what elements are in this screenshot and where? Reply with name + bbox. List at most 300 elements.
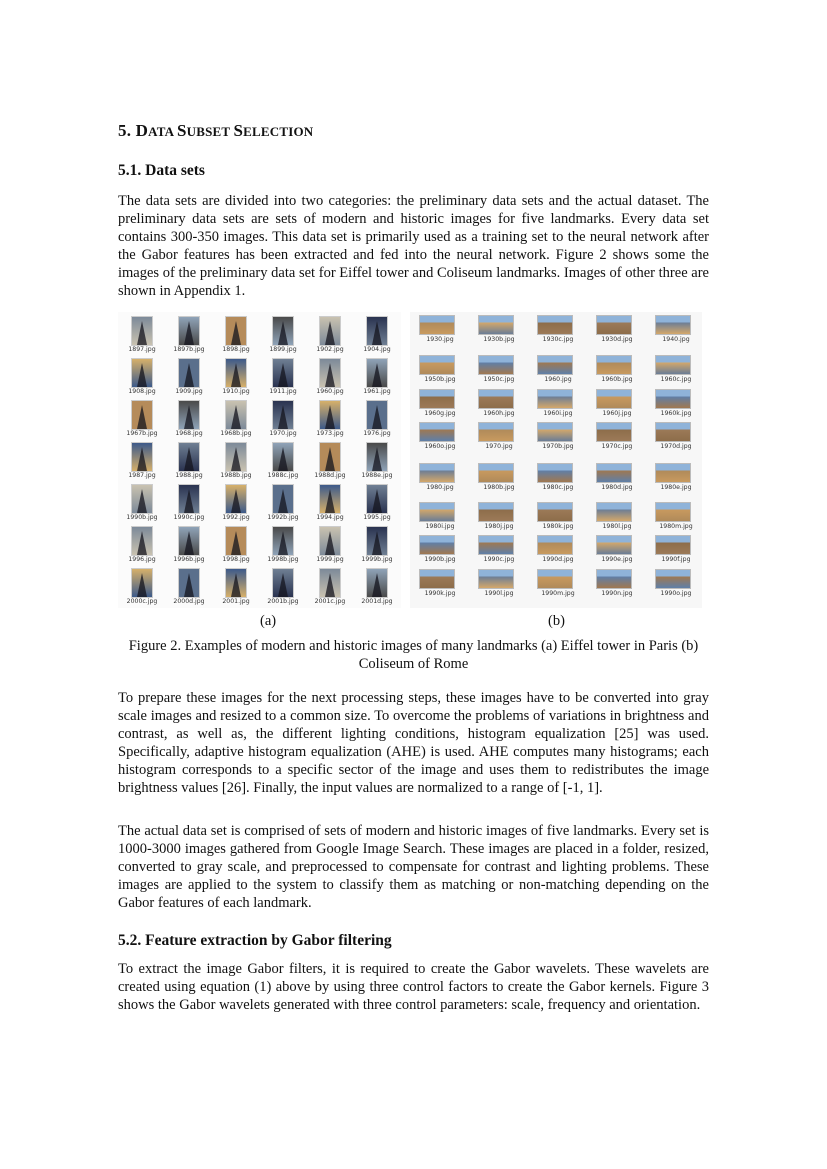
coliseum-thumbnail <box>647 462 705 495</box>
eiffel-image <box>178 400 200 430</box>
tower-shape <box>184 447 194 471</box>
eiffel-thumbnail <box>166 567 212 610</box>
eiffel-image <box>178 568 200 598</box>
coliseum-image <box>537 502 573 522</box>
eiffel-image <box>366 400 388 430</box>
eiffel-thumbnail <box>213 357 259 400</box>
coliseum-filename: 1960b.jpg <box>601 376 633 383</box>
coliseum-image <box>419 389 455 409</box>
coliseum-filename: 1930d.jpg <box>601 336 633 343</box>
eiffel-thumbnail <box>307 525 353 568</box>
eiffel-filename: 1970.jpg <box>269 430 297 437</box>
coliseum-filename: 1970c.jpg <box>601 443 633 450</box>
figure-sublabel-a: (a) <box>260 613 277 629</box>
coliseum-image <box>419 463 455 483</box>
coliseum-thumbnail <box>529 534 587 567</box>
section-title-part: D <box>135 121 149 140</box>
coliseum-image <box>655 535 691 555</box>
coliseum-image <box>596 569 632 589</box>
eiffel-filename: 1909.jpg <box>175 388 203 395</box>
eiffel-image <box>319 484 341 514</box>
coliseum-thumbnail <box>470 354 528 387</box>
eiffel-image <box>131 526 153 556</box>
eiffel-thumbnail <box>354 525 400 568</box>
tower-shape <box>325 531 335 555</box>
eiffel-image <box>225 442 247 472</box>
tower-shape <box>184 321 194 345</box>
eiffel-thumbnail <box>307 483 353 526</box>
eiffel-image <box>225 400 247 430</box>
coliseum-image <box>537 535 573 555</box>
eiffel-filename: 1990b.jpg <box>126 514 158 521</box>
coliseum-thumbnail <box>470 501 528 534</box>
coliseum-image <box>419 535 455 555</box>
coliseum-thumbnail <box>529 462 587 495</box>
eiffel-filename: 1897b.jpg <box>173 346 205 353</box>
eiffel-image <box>178 316 200 346</box>
eiffel-filename: 1988d.jpg <box>314 472 346 479</box>
tower-shape <box>137 531 147 555</box>
coliseum-thumbnail <box>470 534 528 567</box>
coliseum-thumbnail <box>588 501 646 534</box>
tower-shape <box>372 363 382 387</box>
subsection-heading-gabor: 5.2. Feature extraction by Gabor filtering <box>118 932 392 949</box>
coliseum-thumbnail <box>529 421 587 454</box>
eiffel-thumbnail <box>213 483 259 526</box>
eiffel-thumbnail <box>354 567 400 610</box>
eiffel-image <box>131 316 153 346</box>
paragraph-gabor: To extract the image Gabor filters, it is required to create the Gabor wavelets. These wavelets are created using equation (1) above by using three control factors to create the Gabor kernels. Figure 3 shows the Gabor wavelets generated with three control parameters: scale, frequency and orientation. <box>118 961 709 1013</box>
eiffel-filename: 1992.jpg <box>222 514 250 521</box>
section-number: 5. <box>118 121 132 140</box>
coliseum-thumbnail <box>470 314 528 347</box>
coliseum-filename: 1990b.jpg <box>424 556 456 563</box>
coliseum-thumbnail <box>588 388 646 421</box>
coliseum-image <box>478 535 514 555</box>
coliseum-image <box>655 569 691 589</box>
coliseum-image <box>537 569 573 589</box>
eiffel-image <box>178 484 200 514</box>
eiffel-image <box>225 358 247 388</box>
eiffel-image <box>366 442 388 472</box>
coliseum-thumbnail <box>411 501 469 534</box>
coliseum-filename: 1990k.jpg <box>424 590 456 597</box>
tower-shape <box>372 489 382 513</box>
tower-shape <box>137 573 147 597</box>
eiffel-filename: 1911.jpg <box>269 388 297 395</box>
coliseum-filename: 1980c.jpg <box>542 484 574 491</box>
coliseum-image <box>655 389 691 409</box>
eiffel-filename: 1996.jpg <box>128 556 156 563</box>
eiffel-image <box>272 358 294 388</box>
coliseum-filename: 1980.jpg <box>426 484 454 491</box>
coliseum-image <box>655 463 691 483</box>
tower-shape <box>231 405 241 429</box>
eiffel-image <box>366 484 388 514</box>
eiffel-image <box>366 316 388 346</box>
coliseum-filename: 1990m.jpg <box>541 590 575 597</box>
figure-caption: Figure 2. Examples of modern and historic images of many landmarks (a) Eiffel tower in Paris (b) Coliseum of Rome <box>128 638 699 672</box>
eiffel-image <box>272 568 294 598</box>
coliseum-image <box>419 422 455 442</box>
coliseum-image <box>596 389 632 409</box>
tower-shape <box>278 321 288 345</box>
coliseum-filename: 1970d.jpg <box>660 443 692 450</box>
coliseum-thumbnail <box>411 421 469 454</box>
coliseum-image <box>419 569 455 589</box>
eiffel-filename: 1996b.jpg <box>173 556 205 563</box>
tower-shape <box>278 573 288 597</box>
eiffel-filename: 1994.jpg <box>316 514 344 521</box>
eiffel-thumbnail <box>166 357 212 400</box>
eiffel-thumbnail <box>166 483 212 526</box>
eiffel-filename: 2000d.jpg <box>173 598 205 605</box>
coliseum-thumbnail <box>470 462 528 495</box>
section-title <box>136 121 314 140</box>
eiffel-image <box>131 400 153 430</box>
coliseum-filename: 1990l.jpg <box>484 590 514 597</box>
coliseum-filename: 1980b.jpg <box>483 484 515 491</box>
tower-shape <box>372 321 382 345</box>
coliseum-thumbnail <box>588 421 646 454</box>
figure-sublabel-b: (b) <box>548 613 565 629</box>
tower-shape <box>325 405 335 429</box>
coliseum-thumbnail <box>588 568 646 601</box>
eiffel-thumbnail <box>354 399 400 442</box>
coliseum-image <box>596 315 632 335</box>
coliseum-image <box>478 389 514 409</box>
eiffel-thumbnail <box>307 315 353 358</box>
section-title-part: S <box>176 121 187 140</box>
tower-shape <box>231 363 241 387</box>
figure-2 <box>118 312 702 608</box>
eiffel-thumbnail <box>119 525 165 568</box>
tower-shape <box>137 447 147 471</box>
eiffel-filename: 1968b.jpg <box>220 430 252 437</box>
coliseum-image <box>419 355 455 375</box>
eiffel-image <box>366 526 388 556</box>
coliseum-image <box>655 315 691 335</box>
tower-shape <box>372 573 382 597</box>
eiffel-filename: 1990c.jpg <box>173 514 205 521</box>
coliseum-filename: 1980d.jpg <box>601 484 633 491</box>
coliseum-thumbnail <box>647 354 705 387</box>
tower-shape <box>137 321 147 345</box>
eiffel-filename: 1998b.jpg <box>267 556 299 563</box>
section-title-part: ATA <box>148 124 177 139</box>
tower-shape <box>325 573 335 597</box>
eiffel-thumbnail <box>166 315 212 358</box>
eiffel-filename: 1987.jpg <box>128 472 156 479</box>
eiffel-filename: 1988.jpg <box>175 472 203 479</box>
coliseum-filename: 1990o.jpg <box>660 590 692 597</box>
coliseum-filename: 1980j.jpg <box>484 523 514 530</box>
coliseum-image <box>655 355 691 375</box>
coliseum-filename: 1980e.jpg <box>660 484 692 491</box>
tower-shape <box>137 489 147 513</box>
eiffel-thumbnail <box>119 315 165 358</box>
coliseum-image <box>655 422 691 442</box>
coliseum-thumbnail <box>529 388 587 421</box>
section-title-part: S <box>233 121 244 140</box>
coliseum-thumbnail <box>411 462 469 495</box>
eiffel-filename: 1999.jpg <box>316 556 344 563</box>
coliseum-image <box>596 422 632 442</box>
tower-shape <box>325 363 335 387</box>
tower-shape <box>325 447 335 471</box>
coliseum-thumbnail <box>411 534 469 567</box>
coliseum-thumbnail <box>470 421 528 454</box>
eiffel-filename: 1976.jpg <box>363 430 391 437</box>
coliseum-thumbnail <box>588 462 646 495</box>
eiffel-thumbnail <box>354 315 400 358</box>
tower-shape <box>278 489 288 513</box>
eiffel-filename: 1960.jpg <box>316 388 344 395</box>
eiffel-filename: 1904.jpg <box>363 346 391 353</box>
coliseum-image <box>419 502 455 522</box>
eiffel-image <box>131 484 153 514</box>
coliseum-filename: 1930.jpg <box>426 336 454 343</box>
coliseum-filename: 1930c.jpg <box>542 336 574 343</box>
eiffel-thumbnail <box>213 315 259 358</box>
eiffel-image <box>272 484 294 514</box>
coliseum-thumbnail <box>647 501 705 534</box>
eiffel-filename: 1988b.jpg <box>220 472 252 479</box>
eiffel-filename: 1999b.jpg <box>361 556 393 563</box>
eiffel-filename: 1910.jpg <box>222 388 250 395</box>
coliseum-image <box>478 355 514 375</box>
subsection-heading-data-sets: 5.1. Data sets <box>118 162 205 179</box>
coliseum-thumbnail <box>647 534 705 567</box>
tower-shape <box>278 447 288 471</box>
coliseum-image <box>596 535 632 555</box>
eiffel-filename: 2001d.jpg <box>361 598 393 605</box>
tower-shape <box>184 363 194 387</box>
coliseum-image <box>596 502 632 522</box>
coliseum-thumbnail <box>588 354 646 387</box>
eiffel-thumbnail <box>213 441 259 484</box>
eiffel-filename: 1961.jpg <box>363 388 391 395</box>
coliseum-filename: 1990e.jpg <box>601 556 633 563</box>
coliseum-image <box>478 315 514 335</box>
tower-shape <box>137 405 147 429</box>
paragraph-data-sets: The data sets are divided into two categories: the preliminary data sets and the actual dataset. The preliminary data sets are sets of modern and historic images for five landmarks. Every data set contains 300-350 images. This data set is primarily used as a training set to the neural network after the Gabor features has been extracted and fed into the neural network. Figure 2 shows some the images of the preliminary data set for Eiffel tower and Coliseum landmarks. Images of other three are shown in Appendix 1. <box>118 193 709 299</box>
eiffel-thumbnail <box>166 525 212 568</box>
coliseum-thumbnail <box>529 501 587 534</box>
coliseum-thumbnail <box>411 354 469 387</box>
eiffel-thumbnail <box>213 399 259 442</box>
eiffel-image <box>272 400 294 430</box>
eiffel-image <box>272 526 294 556</box>
eiffel-filename: 2001b.jpg <box>267 598 299 605</box>
eiffel-thumbnail <box>307 357 353 400</box>
coliseum-thumbnail <box>411 314 469 347</box>
tower-shape <box>372 447 382 471</box>
coliseum-image <box>537 463 573 483</box>
coliseum-image <box>596 355 632 375</box>
coliseum-filename: 1960c.jpg <box>660 376 692 383</box>
eiffel-image <box>178 358 200 388</box>
tower-shape <box>372 531 382 555</box>
coliseum-filename: 1990n.jpg <box>601 590 633 597</box>
coliseum-thumbnail <box>647 388 705 421</box>
eiffel-thumbnail <box>260 399 306 442</box>
eiffel-thumbnail <box>260 525 306 568</box>
eiffel-image <box>366 568 388 598</box>
eiffel-thumbnail <box>260 357 306 400</box>
coliseum-filename: 1960j.jpg <box>602 410 632 417</box>
coliseum-image <box>655 502 691 522</box>
tower-shape <box>325 321 335 345</box>
eiffel-filename: 2001c.jpg <box>314 598 346 605</box>
eiffel-filename: 1998.jpg <box>222 556 250 563</box>
figure-panel-eiffel <box>118 312 401 608</box>
eiffel-thumbnail <box>119 399 165 442</box>
coliseum-thumbnail <box>529 568 587 601</box>
eiffel-thumbnail <box>354 483 400 526</box>
eiffel-image <box>366 358 388 388</box>
eiffel-filename: 1973.jpg <box>316 430 344 437</box>
coliseum-filename: 1950b.jpg <box>424 376 456 383</box>
tower-shape <box>137 363 147 387</box>
coliseum-thumbnail <box>411 568 469 601</box>
eiffel-thumbnail <box>119 357 165 400</box>
eiffel-image <box>272 316 294 346</box>
coliseum-thumbnail <box>529 314 587 347</box>
eiffel-image <box>225 316 247 346</box>
paragraph-preprocessing: To prepare these images for the next processing steps, these images have to be converted into gray scale images and resized to a common size. To overcome the problems of variations in brightness and contrast, as well as, the different lighting conditions, histogram equalization [25] was used. Specifically, adaptive histogram equalization (AHE) is used. AHE computes many histograms; each histogram corresponds to a specific sector of the image and uses them to redistributes the image brightness values [26]. Finally, the input values are normalized to a range of [-1, 1]. <box>118 690 709 796</box>
coliseum-filename: 1980m.jpg <box>659 523 693 530</box>
tower-shape <box>372 405 382 429</box>
coliseum-filename: 1950c.jpg <box>483 376 515 383</box>
coliseum-filename: 1990d.jpg <box>542 556 574 563</box>
coliseum-filename: 1990c.jpg <box>483 556 515 563</box>
eiffel-thumbnail <box>307 567 353 610</box>
coliseum-image <box>478 422 514 442</box>
paragraph-actual-data-set: The actual data set is comprised of sets of modern and historic images of five landmarks. Every set is 1000-3000 images gathered from Google Image Search. These images are placed in a folder, resized, converted to gray scale, and preprocessed to compensate for contrast and lighting problems. These images are applied to the system to classify them as matching or non-matching depending on the Gabor features of each landmark. <box>118 823 709 911</box>
tower-shape <box>278 363 288 387</box>
coliseum-filename: 1940.jpg <box>662 336 690 343</box>
coliseum-filename: 1960h.jpg <box>483 410 515 417</box>
coliseum-filename: 1970b.jpg <box>542 443 574 450</box>
coliseum-image <box>478 463 514 483</box>
coliseum-filename: 1980l.jpg <box>602 523 632 530</box>
eiffel-filename: 1898.jpg <box>222 346 250 353</box>
eiffel-filename: 2000c.jpg <box>126 598 158 605</box>
coliseum-thumbnail <box>588 534 646 567</box>
tower-shape <box>231 447 241 471</box>
eiffel-thumbnail <box>166 399 212 442</box>
eiffel-filename: 1902.jpg <box>316 346 344 353</box>
eiffel-image <box>225 484 247 514</box>
eiffel-filename: 1968.jpg <box>175 430 203 437</box>
eiffel-image <box>225 526 247 556</box>
coliseum-image <box>537 422 573 442</box>
eiffel-thumbnail <box>119 567 165 610</box>
coliseum-filename: 1930b.jpg <box>483 336 515 343</box>
eiffel-filename: 2001.jpg <box>222 598 250 605</box>
eiffel-image <box>319 358 341 388</box>
coliseum-filename: 1970.jpg <box>485 443 513 450</box>
tower-shape <box>325 489 335 513</box>
coliseum-filename: 1960o.jpg <box>424 443 456 450</box>
coliseum-thumbnail <box>647 314 705 347</box>
eiffel-thumbnail <box>119 483 165 526</box>
tower-shape <box>231 321 241 345</box>
tower-shape <box>231 489 241 513</box>
eiffel-thumbnail <box>260 483 306 526</box>
eiffel-thumbnail <box>354 441 400 484</box>
section-title-part: ELECTION <box>243 124 314 139</box>
eiffel-filename: 1908.jpg <box>128 388 156 395</box>
figure-panel-coliseum <box>410 312 702 608</box>
coliseum-thumbnail <box>647 568 705 601</box>
tower-shape <box>184 489 194 513</box>
eiffel-image <box>131 568 153 598</box>
eiffel-thumbnail <box>307 441 353 484</box>
eiffel-image <box>272 442 294 472</box>
eiffel-image <box>131 358 153 388</box>
coliseum-filename: 1960g.jpg <box>424 410 456 417</box>
coliseum-image <box>419 315 455 335</box>
coliseum-image <box>596 463 632 483</box>
eiffel-filename: 1899.jpg <box>269 346 297 353</box>
section-heading <box>118 121 313 141</box>
eiffel-thumbnail <box>213 567 259 610</box>
tower-shape <box>184 405 194 429</box>
eiffel-image <box>319 400 341 430</box>
coliseum-image <box>478 502 514 522</box>
eiffel-image <box>319 526 341 556</box>
eiffel-thumbnail <box>354 357 400 400</box>
eiffel-image <box>178 526 200 556</box>
eiffel-image <box>131 442 153 472</box>
eiffel-filename: 1967b.jpg <box>126 430 158 437</box>
eiffel-filename: 1988c.jpg <box>267 472 299 479</box>
eiffel-thumbnail <box>166 441 212 484</box>
coliseum-image <box>537 389 573 409</box>
eiffel-thumbnail <box>307 399 353 442</box>
coliseum-thumbnail <box>647 421 705 454</box>
tower-shape <box>231 573 241 597</box>
eiffel-image <box>225 568 247 598</box>
eiffel-image <box>319 442 341 472</box>
eiffel-thumbnail <box>119 441 165 484</box>
coliseum-filename: 1990f.jpg <box>661 556 691 563</box>
coliseum-filename: 1980i.jpg <box>425 523 455 530</box>
eiffel-filename: 1988e.jpg <box>361 472 393 479</box>
coliseum-thumbnail <box>588 314 646 347</box>
coliseum-thumbnail <box>411 388 469 421</box>
tower-shape <box>184 531 194 555</box>
coliseum-image <box>478 569 514 589</box>
coliseum-thumbnail <box>470 568 528 601</box>
eiffel-image <box>178 442 200 472</box>
coliseum-image <box>537 355 573 375</box>
tower-shape <box>278 531 288 555</box>
eiffel-filename: 1897.jpg <box>128 346 156 353</box>
coliseum-filename: 1960.jpg <box>544 376 572 383</box>
coliseum-image <box>537 315 573 335</box>
eiffel-image <box>319 316 341 346</box>
coliseum-filename: 1960i.jpg <box>543 410 573 417</box>
eiffel-filename: 1992b.jpg <box>267 514 299 521</box>
tower-shape <box>231 531 241 555</box>
eiffel-filename: 1995.jpg <box>363 514 391 521</box>
coliseum-thumbnail <box>470 388 528 421</box>
eiffel-thumbnail <box>213 525 259 568</box>
tower-shape <box>278 405 288 429</box>
